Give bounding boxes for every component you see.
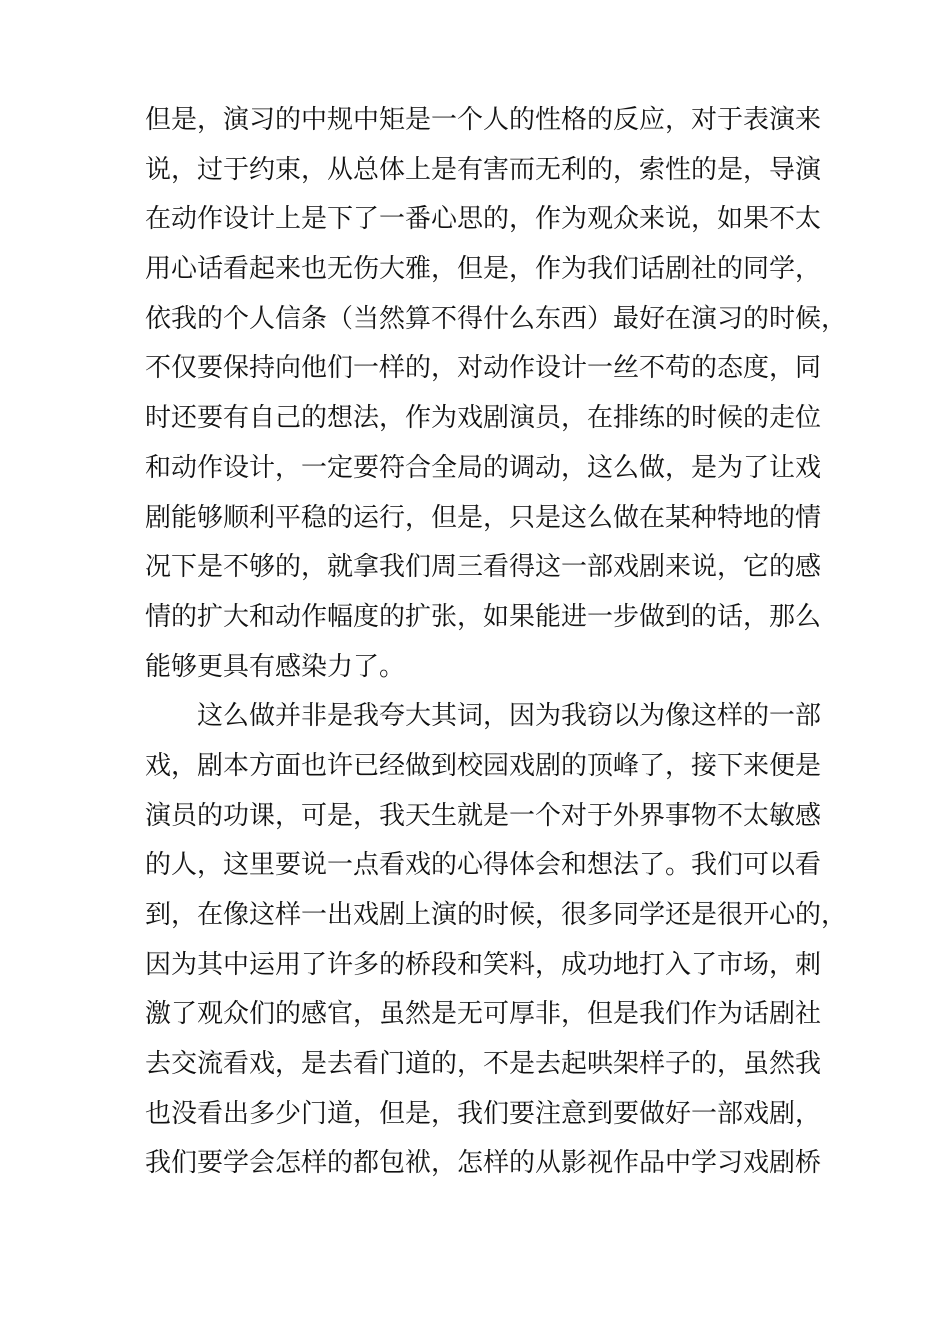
text-line: 到，在像这样一出戏剧上演的时候，很多同学还是很开心的， <box>145 900 848 930</box>
text-line: 能够更具有感染力了。 <box>145 651 406 682</box>
text-line: 也没看出多少门道，但是，我们要注意到要做好一部戏剧， <box>145 1098 822 1129</box>
text-line: 说，过于约束，从总体上是有害而无利的，索性的是，导演 <box>145 154 822 185</box>
text-line: 依我的个人信条（当然算不得什么东西）最好在演习的时候， <box>145 303 848 334</box>
text-line: 剧能够顺利平稳的运行，但是，只是这么做在某种特地的情 <box>145 502 822 533</box>
text-line: 戏，剧本方面也许已经做到校园戏剧的顶峰了，接下来便是 <box>145 750 822 781</box>
text-line: 情的扩大和动作幅度的扩张，如果能进一步做到的话，那么 <box>145 601 822 632</box>
text-line: 但是，演习的中规中矩是一个人的性格的反应，对于表演来 <box>145 105 822 135</box>
text-line: 在动作设计上是下了一番心思的，作为观众来说，如果不太 <box>145 204 822 235</box>
text-line: 况下是不够的，就拿我们周三看得这一部戏剧来说，它的感 <box>145 552 822 583</box>
text-line: 不仅要保持向他们一样的，对动作设计一丝不苟的态度，同 <box>145 353 822 384</box>
text-line: 我们要学会怎样的都包袱，怎样的从影视作品中学习戏剧桥 <box>145 1148 822 1179</box>
text-line: 演员的功课，可是，我天生就是一个对于外界事物不太敏感 <box>145 800 822 831</box>
text-line: 因为其中运用了许多的桥段和笑料，成功地打入了市场，刺 <box>145 949 822 980</box>
text-line: 激了观众们的感官，虽然是无可厚非，但是我们作为话剧社 <box>145 999 822 1030</box>
text-line: 的人，这里要说一点看戏的心得体会和想法了。我们可以看 <box>145 850 822 881</box>
text-line: 去交流看戏，是去看门道的，不是去起哄架样子的，虽然我 <box>145 1049 822 1080</box>
text-line: 和动作设计，一定要符合全局的调动，这么做，是为了让戏 <box>145 452 822 483</box>
text-line: 时还要有自己的想法，作为戏剧演员，在排练的时候的走位 <box>145 403 822 434</box>
body-text <box>145 96 848 1189</box>
paragraph-start-line: 这么做并非是我夸大其词，因为我窃以为像这样的一部 <box>197 701 822 732</box>
text-line: 用心话看起来也无伤大雅，但是，作为我们话剧社的同学， <box>145 254 822 285</box>
